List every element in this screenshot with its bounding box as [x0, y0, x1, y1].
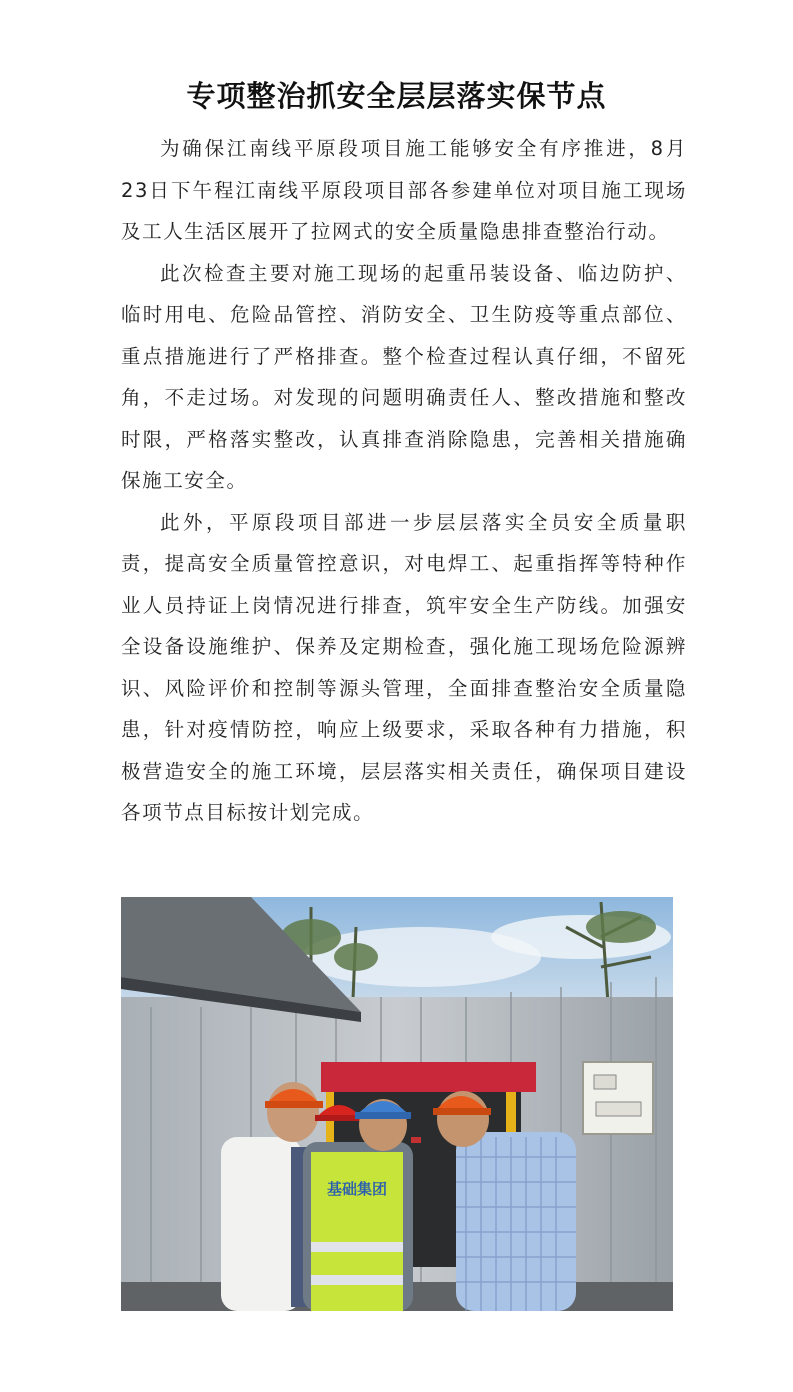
switch-box: [583, 1062, 653, 1134]
paragraph-3: 此外，平原段项目部进一步层层落实全员安全质量职责，提高安全质量管控意识，对电焊工、起重指挥等特种作业人员持证上岗情况进行排查，筑牢安全生产防线。加强安全设备设施维护、保养及定期检查，强化施工现场危险源辨识、风险评价和控制等源头管理，全面排查整治安全质量隐患，针对疫情防控，响应上级要求，采取各种有力措施，积极营造安全的施工环境，层层落实相关责任，确保项目建设各项节点目标按计划完成。: [121, 510, 687, 824]
paragraph-2: 此次检查主要对施工现场的起重吊装设备、临边防护、临时用电、危险品管控、消防安全、卫生防疫等重点部位、重点措施进行了严格排查。整个检查过程认真仔细，不留死角，不走过场。对发现的问题明确责任人、整改措施和整改时限，严格落实整改，认真排查消除隐患，完善相关措施确保施工安全。: [121, 261, 687, 492]
site-inspection-photo: [121, 897, 673, 1311]
cabinet-red-roof: [321, 1062, 536, 1092]
paragraph-1: 为确保江南线平原段项目施工能够安全有序推进，8月23日下午程江南线平原段项目部各参建单位对项目施工现场及工人生活区展开了拉网式的安全质量隐患排查整治行动。: [121, 137, 687, 243]
article-body: [121, 128, 687, 834]
vest-text: 基础集团: [326, 1180, 388, 1198]
site-inspection-illustration: [121, 897, 673, 1311]
article-title: 专项整治抓安全层层落实保节点: [186, 79, 607, 113]
